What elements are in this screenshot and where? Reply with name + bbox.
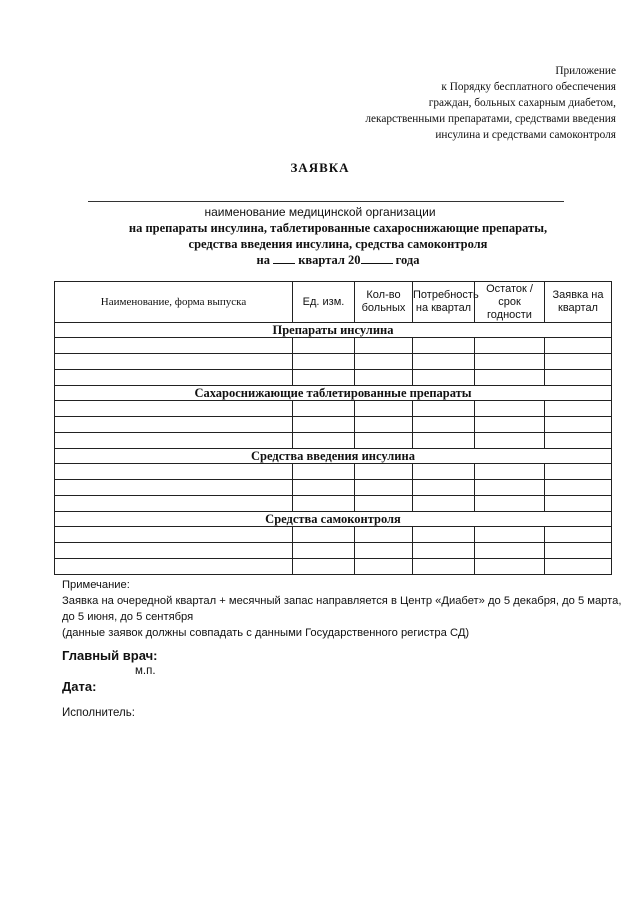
appendix-line: к Порядку бесплатного обеспечения bbox=[441, 81, 616, 93]
header-request: Заявка на квартал bbox=[545, 282, 612, 323]
chief-doctor-label: Главный врач: bbox=[62, 648, 158, 663]
section-tablets: Сахароснижающие таблетированные препараты bbox=[55, 386, 612, 401]
cell-stock[interactable] bbox=[475, 559, 545, 575]
request-table bbox=[54, 281, 612, 575]
appendix-line: инсулина и средствами самоконтроля bbox=[435, 129, 616, 141]
cell-patients[interactable] bbox=[355, 401, 413, 417]
cell-request[interactable] bbox=[545, 338, 612, 354]
cell-patients[interactable] bbox=[355, 370, 413, 386]
subtitle-prefix: на bbox=[256, 253, 270, 267]
table-row bbox=[55, 354, 612, 370]
cell-request[interactable] bbox=[545, 354, 612, 370]
table-row bbox=[55, 527, 612, 543]
cell-unit[interactable] bbox=[293, 480, 355, 496]
cell-name[interactable] bbox=[55, 370, 293, 386]
table-row bbox=[55, 480, 612, 496]
cell-patients[interactable] bbox=[355, 496, 413, 512]
table-header-row bbox=[55, 282, 612, 323]
cell-name[interactable] bbox=[55, 354, 293, 370]
cell-patients[interactable] bbox=[355, 480, 413, 496]
cell-request[interactable] bbox=[545, 480, 612, 496]
cell-name[interactable] bbox=[55, 527, 293, 543]
appendix-line: Приложение bbox=[555, 65, 616, 77]
section-self-control: Средства самоконтроля bbox=[55, 512, 612, 527]
cell-need[interactable] bbox=[413, 354, 475, 370]
cell-request[interactable] bbox=[545, 417, 612, 433]
cell-stock[interactable] bbox=[475, 401, 545, 417]
cell-request[interactable] bbox=[545, 543, 612, 559]
table-row bbox=[55, 338, 612, 354]
stamp-label: м.п. bbox=[135, 665, 156, 677]
cell-unit[interactable] bbox=[293, 559, 355, 575]
table-row bbox=[55, 496, 612, 512]
note-heading: Примечание: bbox=[62, 579, 130, 591]
table-row bbox=[55, 370, 612, 386]
cell-need[interactable] bbox=[413, 543, 475, 559]
cell-request[interactable] bbox=[545, 464, 612, 480]
cell-unit[interactable] bbox=[293, 496, 355, 512]
quarter-blank[interactable] bbox=[273, 252, 295, 264]
cell-need[interactable] bbox=[413, 480, 475, 496]
header-stock: Остаток / срок годности bbox=[475, 282, 545, 323]
cell-request[interactable] bbox=[545, 401, 612, 417]
subtitle-line-2: средства введения инсулина, средства самоконтроля bbox=[188, 237, 488, 251]
appendix-block bbox=[316, 63, 616, 143]
document-title: ЗАЯВКА bbox=[290, 160, 350, 175]
header-need: Потребность на квартал bbox=[413, 282, 475, 323]
cell-need[interactable] bbox=[413, 338, 475, 354]
cell-name[interactable] bbox=[55, 464, 293, 480]
appendix-line: граждан, больных сахарным диабетом, bbox=[428, 97, 616, 109]
note-block bbox=[62, 577, 622, 641]
cell-name[interactable] bbox=[55, 496, 293, 512]
cell-unit[interactable] bbox=[293, 464, 355, 480]
cell-request[interactable] bbox=[545, 559, 612, 575]
header-unit: Ед. изм. bbox=[293, 282, 355, 323]
note-line: (данные заявок должны совпадать с данными Государственного регистра СД) bbox=[62, 627, 470, 639]
table-row bbox=[55, 417, 612, 433]
cell-request[interactable] bbox=[545, 370, 612, 386]
cell-unit[interactable] bbox=[293, 338, 355, 354]
table-row bbox=[55, 401, 612, 417]
cell-name[interactable] bbox=[55, 433, 293, 449]
cell-need[interactable] bbox=[413, 464, 475, 480]
year-blank[interactable] bbox=[361, 252, 393, 264]
cell-unit[interactable] bbox=[293, 543, 355, 559]
cell-patients[interactable] bbox=[355, 464, 413, 480]
cell-need[interactable] bbox=[413, 433, 475, 449]
cell-name[interactable] bbox=[55, 480, 293, 496]
organization-caption: наименование медицинской организации bbox=[204, 205, 436, 219]
cell-stock[interactable] bbox=[475, 543, 545, 559]
cell-need[interactable] bbox=[413, 401, 475, 417]
header-name: Наименование, форма выпуска bbox=[55, 282, 293, 323]
cell-stock[interactable] bbox=[475, 417, 545, 433]
subtitle-quarter: квартал 20 bbox=[298, 253, 361, 267]
cell-name[interactable] bbox=[55, 338, 293, 354]
cell-patients[interactable] bbox=[355, 338, 413, 354]
cell-stock[interactable] bbox=[475, 464, 545, 480]
cell-unit[interactable] bbox=[293, 417, 355, 433]
cell-unit[interactable] bbox=[293, 354, 355, 370]
subtitle-line-1: на препараты инсулина, таблетированные сахароснижающие препараты, bbox=[128, 221, 548, 235]
subtitle-line-3 bbox=[0, 252, 640, 268]
cell-unit[interactable] bbox=[293, 401, 355, 417]
cell-patients[interactable] bbox=[355, 354, 413, 370]
cell-stock[interactable] bbox=[475, 370, 545, 386]
subtitle-suffix: года bbox=[395, 253, 420, 267]
cell-patients[interactable] bbox=[355, 433, 413, 449]
cell-stock[interactable] bbox=[475, 496, 545, 512]
cell-need[interactable] bbox=[413, 496, 475, 512]
appendix-line: лекарственными препаратами, средствами введения bbox=[365, 113, 616, 125]
cell-need[interactable] bbox=[413, 417, 475, 433]
date-label: Дата: bbox=[62, 679, 97, 694]
cell-need[interactable] bbox=[413, 559, 475, 575]
table-row bbox=[55, 559, 612, 575]
cell-name[interactable] bbox=[55, 417, 293, 433]
cell-request[interactable] bbox=[545, 527, 612, 543]
executor-label: Исполнитель: bbox=[62, 707, 135, 719]
cell-need[interactable] bbox=[413, 370, 475, 386]
cell-need[interactable] bbox=[413, 527, 475, 543]
section-insulin-delivery: Средства введения инсулина bbox=[55, 449, 612, 464]
table-row bbox=[55, 464, 612, 480]
cell-name[interactable] bbox=[55, 401, 293, 417]
organization-name-line[interactable] bbox=[88, 201, 564, 202]
cell-name[interactable] bbox=[55, 543, 293, 559]
cell-request[interactable] bbox=[545, 433, 612, 449]
cell-stock[interactable] bbox=[475, 354, 545, 370]
cell-stock[interactable] bbox=[475, 338, 545, 354]
cell-unit[interactable] bbox=[293, 527, 355, 543]
cell-name[interactable] bbox=[55, 559, 293, 575]
header-patients: Кол-во больных bbox=[355, 282, 413, 323]
cell-patients[interactable] bbox=[355, 527, 413, 543]
table-row bbox=[55, 433, 612, 449]
table-row bbox=[55, 543, 612, 559]
cell-stock[interactable] bbox=[475, 527, 545, 543]
cell-patients[interactable] bbox=[355, 543, 413, 559]
cell-request[interactable] bbox=[545, 496, 612, 512]
cell-unit[interactable] bbox=[293, 433, 355, 449]
cell-patients[interactable] bbox=[355, 417, 413, 433]
cell-stock[interactable] bbox=[475, 480, 545, 496]
note-line: до 5 июня, до 5 сентября bbox=[62, 611, 194, 623]
note-line: Заявка на очередной квартал + месячный запас направляется в Центр «Диабет» до 5 декабря, до 5 марта, bbox=[62, 595, 622, 607]
cell-unit[interactable] bbox=[293, 370, 355, 386]
cell-stock[interactable] bbox=[475, 433, 545, 449]
cell-patients[interactable] bbox=[355, 559, 413, 575]
section-insulin: Препараты инсулина bbox=[55, 323, 612, 338]
